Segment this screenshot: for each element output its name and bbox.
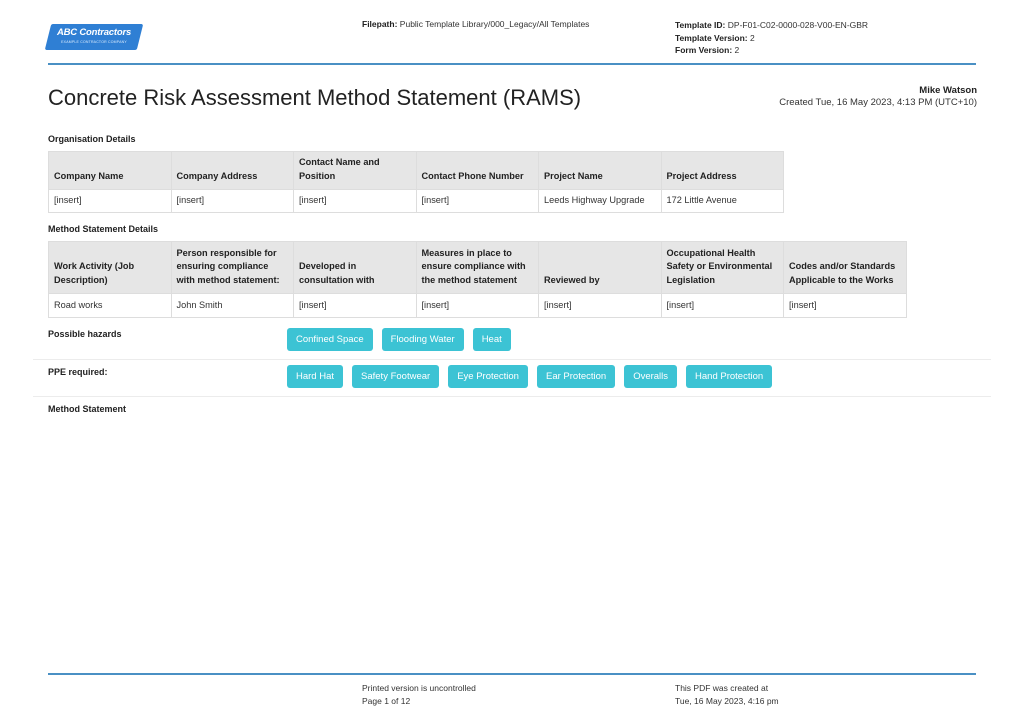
cell-legislation: [insert] <box>661 294 784 318</box>
filepath-value: Public Template Library/000_Legacy/All Templates <box>399 19 590 29</box>
organisation-details-label: Organisation Details <box>48 134 136 144</box>
table-header-row <box>49 242 907 294</box>
template-version-row <box>675 32 868 45</box>
ppe-chip: Ear Protection <box>537 365 615 388</box>
ppe-list <box>287 365 772 388</box>
form-version-value: 2 <box>734 45 740 55</box>
form-version-row <box>675 44 868 57</box>
template-id-row <box>675 19 868 32</box>
header-reviewed-by: Reviewed by <box>539 242 662 294</box>
header-developed-with: Developed in consultation with <box>294 242 417 294</box>
cell-project-address: 172 Little Avenue <box>661 190 784 213</box>
header-legislation: Occupational Health Safety or Environmental Legislation <box>661 242 784 294</box>
uncontrolled-notice: Printed version is uncontrolled <box>362 683 476 693</box>
author-name: Mike Watson <box>919 85 977 96</box>
page-number: Page 1 of 12 <box>362 695 411 706</box>
header-measures: Measures in place to ensure compliance with the method statement <box>416 242 539 294</box>
template-version-value: 2 <box>749 32 755 43</box>
table-header-row <box>49 152 784 190</box>
template-meta <box>675 19 868 57</box>
possible-hazards-label: Possible hazards <box>48 329 122 339</box>
table-row <box>49 190 784 213</box>
section-divider <box>33 359 991 360</box>
header-project-address: Project Address <box>661 152 784 190</box>
filepath-label: Filepath: <box>362 19 398 29</box>
ppe-chip: Overalls <box>624 365 677 388</box>
form-version-label: Form Version: <box>675 45 733 55</box>
method-statement-details-label: Method Statement Details <box>48 224 159 234</box>
cell-project-name: Leeds Highway Upgrade <box>539 190 662 213</box>
method-statement-label: Method Statement <box>48 404 127 414</box>
cell-work-activity: Road works <box>49 294 172 318</box>
hazards-list <box>287 328 511 351</box>
header-rule <box>48 63 976 65</box>
header-person-responsible: Person responsible for ensuring compliance with method statement: <box>171 242 294 294</box>
logo-subtitle: EXAMPLE CONTRACTOR COMPANY <box>61 40 127 44</box>
footer-right <box>675 682 779 707</box>
ppe-chip: Eye Protection <box>448 365 528 388</box>
method-statement-table <box>48 241 907 318</box>
page-header <box>0 0 1024 64</box>
cell-contact-name: [insert] <box>294 190 417 213</box>
ppe-required-label: PPE required: <box>48 367 108 377</box>
header-company-name: Company Name <box>49 152 172 190</box>
template-version-label: Template Version: <box>675 32 748 43</box>
ppe-chip: Hand Protection <box>686 365 772 388</box>
header-project-name: Project Name <box>539 152 662 190</box>
header-contact-phone: Contact Phone Number <box>416 152 539 190</box>
organisation-table <box>48 151 784 213</box>
table-row <box>49 294 907 318</box>
section-divider <box>33 396 991 397</box>
hazard-chip: Heat <box>473 328 511 351</box>
hazard-chip: Confined Space <box>287 328 373 351</box>
footer-center <box>362 682 476 707</box>
logo-title: ABC Contractors <box>56 27 132 38</box>
company-logo <box>48 24 140 50</box>
cell-developed-with: [insert] <box>294 294 417 318</box>
filepath <box>362 19 589 29</box>
cell-contact-phone: [insert] <box>416 190 539 213</box>
template-id-label: Template ID: <box>675 20 726 30</box>
cell-company-address: [insert] <box>171 190 294 213</box>
cell-reviewed-by: [insert] <box>539 294 662 318</box>
header-work-activity: Work Activity (Job Description) <box>49 242 172 294</box>
pdf-created-label: This PDF was created at <box>675 683 769 693</box>
pdf-created-date: Tue, 16 May 2023, 4:16 pm <box>675 695 779 706</box>
header-codes-standards: Codes and/or Standards Applicable to the Works <box>784 242 907 294</box>
ppe-chip: Hard Hat <box>287 365 343 388</box>
cell-measures: [insert] <box>416 294 539 318</box>
created-date: Created Tue, 16 May 2023, 4:13 PM (UTC+10) <box>779 97 977 108</box>
header-company-address: Company Address <box>171 152 294 190</box>
cell-person-responsible: John Smith <box>171 294 294 318</box>
hazard-chip: Flooding Water <box>382 328 464 351</box>
page-title: Concrete Risk Assessment Method Statement (RAMS) <box>48 85 582 110</box>
footer-rule <box>48 673 976 675</box>
header-contact-name: Contact Name and Position <box>294 152 417 190</box>
ppe-chip: Safety Footwear <box>352 365 439 388</box>
author-block <box>779 85 977 109</box>
template-id-value: DP-F01-C02-0000-028-V00-EN-GBR <box>727 20 869 30</box>
cell-company-name: [insert] <box>49 190 172 213</box>
cell-codes-standards: [insert] <box>784 294 907 318</box>
